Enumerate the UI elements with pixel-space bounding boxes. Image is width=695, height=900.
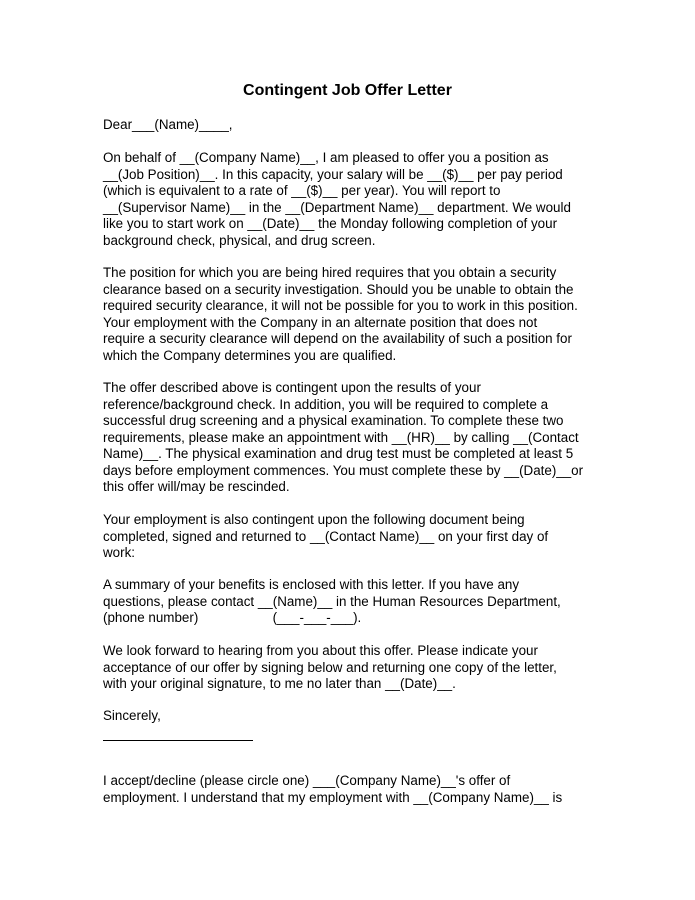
text-line: work: — [103, 545, 135, 560]
text-line: successful drug screening and a physical examination. To complete these two — [103, 413, 564, 428]
text-line: (which is equivalent to a rate of __($)__ per year). You will report to — [103, 183, 501, 198]
text-line: reference/background check. In addition, you will be required to complete a — [103, 396, 549, 412]
paragraph-contingency — [103, 380, 623, 496]
text-line: requirements, please make an appointment with __(HR)__ by calling __(Contact — [103, 429, 579, 445]
text-line: Your employment is also contingent upon the following document being — [103, 512, 525, 527]
text-line: Your employment with the Company in an alternate position that does not — [103, 314, 538, 330]
paragraph-response — [103, 643, 623, 693]
closing — [103, 708, 623, 725]
text-line: required security clearance, it will not be possible for you to work in this position. — [103, 298, 578, 313]
text-line: background check, physical, and drug screen. — [103, 232, 376, 248]
paragraph-acceptance — [103, 773, 623, 806]
text-line: days before employment commences. You must complete these by __(Date)__or — [103, 462, 584, 478]
text-line: We look forward to hearing from you about this offer. Please indicate your — [103, 643, 538, 658]
paragraph-offer — [103, 150, 623, 249]
page-title: Contingent Job Offer Letter — [243, 82, 452, 99]
text-line: which the Company determines you are qualified. — [103, 347, 397, 363]
text-line: __(Job Position)__. In this capacity, your salary will be __($)__ per pay period — [103, 166, 563, 182]
paragraph-documents — [103, 512, 623, 562]
text-line: acceptance of our offer by signing below and returning one copy of the letter, — [103, 659, 557, 675]
text-line: questions, please contact __(Name)__ in the Human Resources Department, — [103, 593, 561, 609]
text-line: require a security clearance will depend on the availability of such a position for — [103, 331, 572, 346]
text-line: The position for which you are being hired requires that you obtain a security — [103, 265, 557, 280]
text-line: On behalf of __(Company Name)__, I am pleased to offer you a position as — [103, 150, 549, 165]
text-line: I accept/decline (please circle one) ___(Company Name)__'s offer of — [103, 773, 511, 788]
text-line: The offer described above is contingent upon the results of your — [103, 380, 481, 395]
text-line: Name)__. The physical examination and drug test must be completed at least 5 — [103, 446, 574, 461]
salutation-line: Dear___(Name)____, — [103, 117, 233, 132]
text-line: __(Supervisor Name)__ in the __(Department Name)__ department. We would — [103, 199, 571, 215]
paragraph-security-clearance — [103, 265, 623, 364]
text-line: like you to start work on __(Date)__ the Monday following completion of your — [103, 216, 558, 231]
salutation — [103, 117, 623, 134]
text-line: with your original signature, to me no later than __(Date)__. — [103, 676, 456, 691]
signature-line — [103, 740, 253, 741]
text-line: employment. I understand that my employment with __(Company Name)__ is — [103, 789, 563, 805]
text-line: this offer will/may be rescinded. — [103, 479, 290, 494]
closing-line: Sincerely, — [103, 708, 161, 723]
paragraph-benefits — [103, 577, 623, 627]
text-line: clearance based on a security investigation. Should you be unable to obtain the — [103, 281, 574, 297]
text-line: completed, signed and returned to __(Contact Name)__ on your first day of — [103, 528, 549, 544]
text-line: A summary of your benefits is enclosed with this letter. If you have any — [103, 577, 520, 592]
text-line: (phone number) (___-___-___). — [103, 610, 362, 625]
